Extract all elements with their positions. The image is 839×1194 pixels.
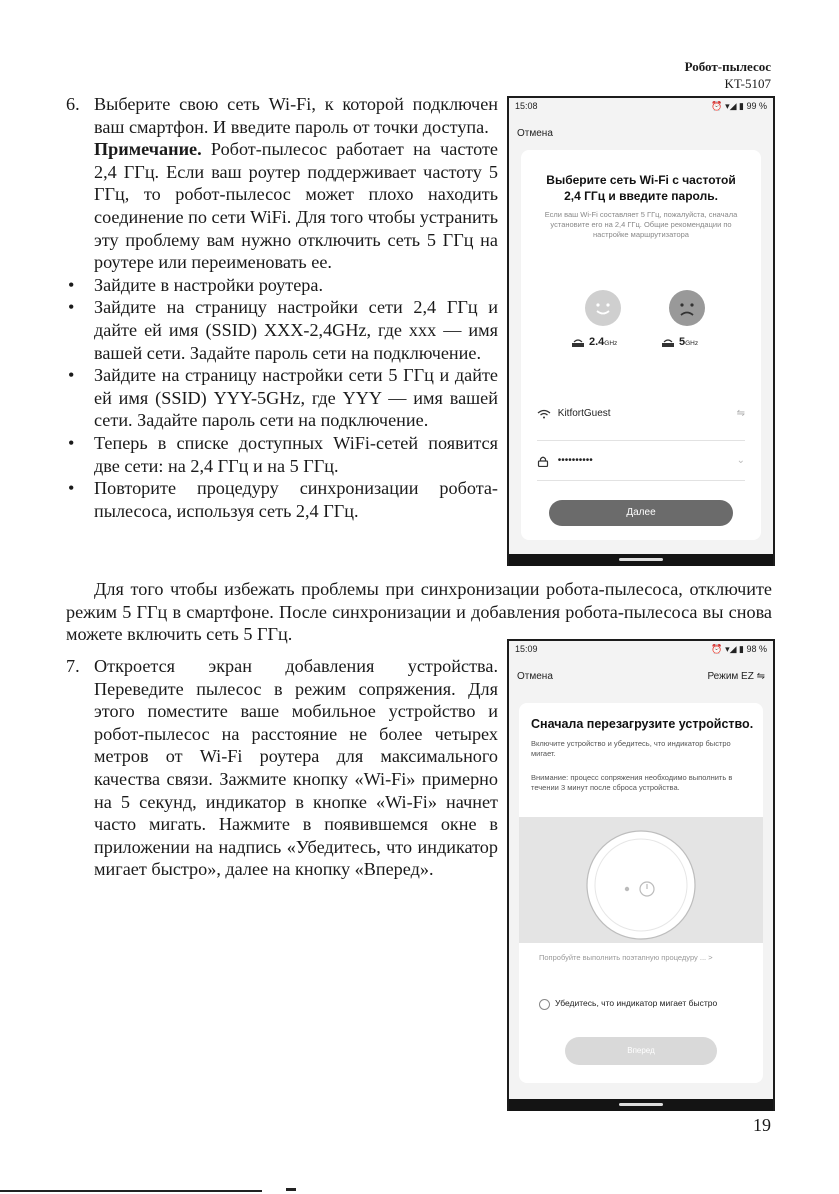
- header-model: KT-5107: [724, 76, 771, 91]
- bullet-text: Зайдите на страницу настройки сети 2,4 ГГц и дайте ей имя (SSID) XXX-2,4GHz, где xxx — имя вашей сети. Задайте пароль сети на подключение.: [94, 297, 498, 363]
- ssid-value: KitfortGuest: [557, 408, 611, 419]
- status-time: 15:08: [515, 101, 538, 111]
- bullet-item: [66, 296, 498, 364]
- cancel-link[interactable]: Отмена: [517, 128, 553, 139]
- home-indicator: [619, 1103, 663, 1106]
- pairing-title: Сначала перезагрузите устройство.: [531, 717, 754, 731]
- step6-number: 6.: [66, 94, 80, 114]
- step6-block: [66, 93, 498, 522]
- page-number: 19: [753, 1115, 771, 1135]
- home-indicator: [619, 558, 663, 561]
- bullet-item: [66, 432, 498, 477]
- header-title: Робот-пылесос: [684, 59, 771, 74]
- nav-bar: [509, 554, 773, 566]
- note-label: Примечание.: [94, 139, 202, 160]
- band-good-value: 2.4: [589, 336, 605, 348]
- band-bad-value: 5: [679, 336, 686, 348]
- wifi-subtitle: Если ваш Wi-Fi составляет 5 ГГц, пожалуйста, сначала установите его на 2,4 ГГц. Общие рекомендации по настройке маршрутизатора: [544, 210, 738, 239]
- pairing-desc2: Внимание: процесс сопряжения необходимо выполнить в течении 3 минут после сброса устройства.: [531, 773, 733, 792]
- step6-text: Выберите свою сеть Wi-Fi, к которой подключен ваш смартфон. И введите пароль от точки доступа.: [94, 94, 498, 137]
- step7-number: 7.: [66, 656, 80, 676]
- wifi-card: [521, 150, 761, 540]
- step7-block: [66, 655, 498, 881]
- step6-item: [66, 93, 498, 274]
- sad-face-icon: [669, 290, 705, 326]
- band-2-4ghz: [571, 336, 617, 348]
- band-bad-unit: GHz: [685, 340, 699, 347]
- bullet-item: [66, 477, 498, 522]
- status-time: 15:09: [515, 644, 538, 654]
- step6-tail: Для того чтобы избежать проблемы при синхронизации робота-пылесоса, отключите режим 5 ГГц в смартфоне. После синхронизации и добавления робота-пылесоса вы снова можете включить сеть 5 ГГц.: [66, 579, 772, 645]
- happy-face-icon: [585, 290, 621, 326]
- show-password-icon[interactable]: ⌄: [736, 455, 745, 466]
- footer-mark: [286, 1188, 296, 1191]
- device-illustration: [519, 817, 763, 943]
- footer-rule: [0, 1190, 262, 1192]
- next-button[interactable]: Далее: [549, 500, 733, 526]
- password-value: ••••••••••: [557, 455, 593, 466]
- wifi-icon: [537, 409, 551, 417]
- phone-screenshot-pairing: [507, 639, 775, 1111]
- switch-network-icon[interactable]: ⇋: [736, 408, 745, 419]
- bullet-text: Повторите процедуру синхронизации робота-пылесоса, используя сеть 2,4 ГГц.: [94, 478, 498, 521]
- step7-item: [66, 655, 498, 881]
- password-field[interactable]: [537, 455, 745, 466]
- bullet-text: Зайдите в настройки роутера.: [94, 274, 324, 295]
- bullet-mark: •: [68, 274, 75, 295]
- bullet-mark: •: [68, 478, 75, 499]
- confirm-label[interactable]: Убедитесь, что индикатор мигает быстро: [555, 998, 718, 1008]
- step6-note: [94, 138, 498, 274]
- band-good-unit: GHz: [604, 340, 618, 347]
- bullet-mark: •: [68, 432, 75, 453]
- band-5ghz: [661, 336, 698, 348]
- step7-text: Откроется экран добавления устройства. Переведите пылесос в режим сопряжения. Для этого поместите ваше мобильное устройство и робот-пылесос на расстояние не более четырех метров от Wi-Fi роутера для максимального качества связи. Зажмите кнопку «Wi-Fi» примерно на 5 секунд, индикатор в кнопке «Wi-Fi» начнет часто мигать. Нажмите в появившемся окне в приложении на надпись «Убедитесь, что индикатор мигает быстро», далее на кнопку «Вперед».: [94, 656, 498, 880]
- robot-vacuum-icon: [519, 817, 763, 943]
- wifi-title: Выберите сеть Wi-Fi с частотой 2,4 ГГц и введите пароль.: [546, 173, 736, 203]
- bullet-text: Теперь в списке доступных WiFi-сетей появится две сети: на 2,4 ГГц и на 5 ГГц.: [94, 432, 498, 476]
- divider: [537, 440, 745, 441]
- router-icon: [661, 338, 675, 346]
- bullet-mark: •: [68, 365, 75, 386]
- pairing-card: [519, 703, 763, 1083]
- phone-screenshot-wifi: [507, 96, 775, 566]
- step-by-step-link[interactable]: Попробуйте выполнить поэтапную процедуру ... >: [539, 953, 713, 962]
- ez-mode-toggle[interactable]: Режим EZ ⇋: [707, 671, 765, 682]
- divider: [537, 480, 745, 481]
- note-text: Робот-пылесос работает на частоте 2,4 ГГц. Если ваш роутер поддерживает частоту 5 ГГц, то робот-пылесос может плохо находить соединение по сети WiFi. Для того чтобы устранить эту проблему вам нужно отключить сеть 5 ГГц на роутере или переименовать ее.: [94, 139, 498, 273]
- bullet-mark: •: [68, 297, 75, 318]
- running-header: [685, 58, 771, 92]
- pairing-desc1: Включите устройство и убедитесь, что индикатор быстро мигает.: [531, 739, 731, 758]
- status-bar: [515, 101, 767, 112]
- router-icon: [571, 338, 585, 346]
- confirm-radio[interactable]: [539, 999, 550, 1010]
- bullet-item: [66, 274, 498, 297]
- status-icons: ⏰ ▾◢ ▮ 99 %: [711, 101, 767, 111]
- nav-bar: [509, 1099, 773, 1111]
- cancel-link[interactable]: Отмена: [517, 671, 553, 682]
- bullet-text: Зайдите на страницу настройки сети 5 ГГц и дайте ей имя (SSID) YYY-5GHz, где YYY — имя вашей сети. Задайте пароль сети на подключение.: [94, 365, 498, 431]
- forward-button[interactable]: Вперед: [565, 1037, 717, 1065]
- status-bar: [515, 644, 767, 655]
- bullet-item: [66, 364, 498, 432]
- ssid-field[interactable]: [537, 408, 745, 419]
- status-icons: ⏰ ▾◢ ▮ 98 %: [711, 644, 767, 654]
- lock-icon: [537, 456, 551, 464]
